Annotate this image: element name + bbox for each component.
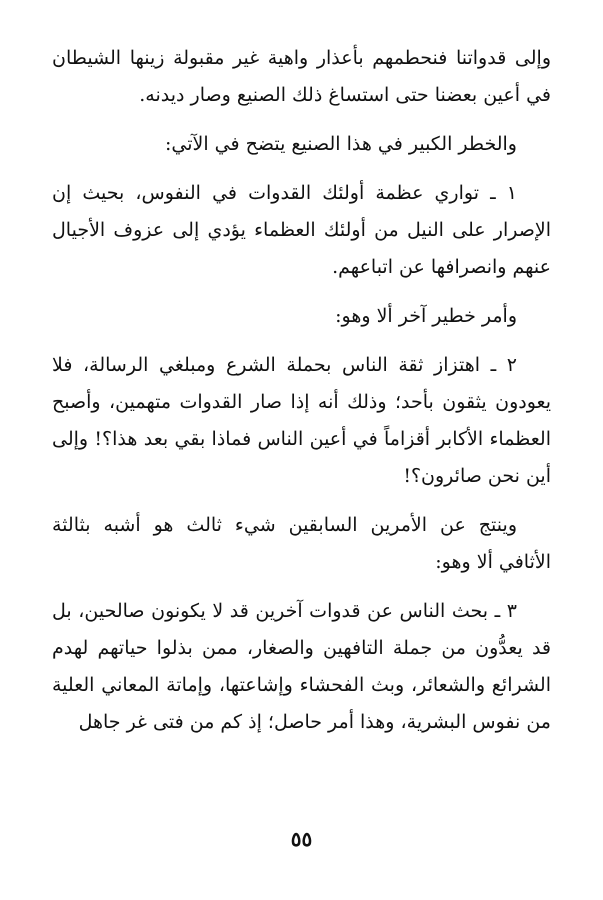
page-number: ٥٥ bbox=[290, 827, 313, 851]
paragraph-danger-intro: والخطر الكبير في هذا الصنيع يتضح في الآتي: bbox=[164, 133, 517, 155]
paragraph-point-1: ١ ـ تواري عظمة أولئك القدوات في النفوس، بحيث إن الإصرار على النيل من أولئك العظماء يؤدي إلى عزوف الأجيال عنهم وانصرافها عن اتباعهم. bbox=[52, 182, 551, 278]
paragraph-point-2: ٢ ـ اهتزاز ثقة الناس بحملة الشرع ومبلغي الرسالة، فلا يعودون يثقون بأحد؛ وذلك أنه إذا صار القدوات متهمين، وأصبح العظماء الأكابر أقزاماً في أعين الناس فماذا بقي بعد هذا؟! وإلى أين نحن صائرون؟! bbox=[52, 354, 551, 487]
paragraph-point-3: ٣ ـ بحث الناس عن قدوات آخرين قد لا يكونون صالحين، بل قد يعدُّون من جملة التافهين والصغار، ممن بذلوا حياتهم لهدم الشرائع والشعائر، وبث الفحشاء وإشاعتها، وإماتة المعاني العلية من نفوس البشرية، وهذا أمر حاصل؛ إذ كم من فتى غر جاهل bbox=[52, 600, 551, 733]
body-text bbox=[52, 40, 551, 741]
paragraph-third-result: وينتج عن الأمرين السابقين شيء ثالث هو أشبه بثالثة الأثافي ألا وهو: bbox=[52, 514, 551, 573]
paragraph-another-danger: وأمر خطير آخر ألا وهو: bbox=[335, 305, 517, 327]
paragraph-continuation: وإلى قدواتنا فنحطمهم بأعذار واهية غير مقبولة زينها الشيطان في أعين بعضنا حتى استساغ ذلك الصنيع وصار ديدنه. bbox=[52, 47, 551, 106]
